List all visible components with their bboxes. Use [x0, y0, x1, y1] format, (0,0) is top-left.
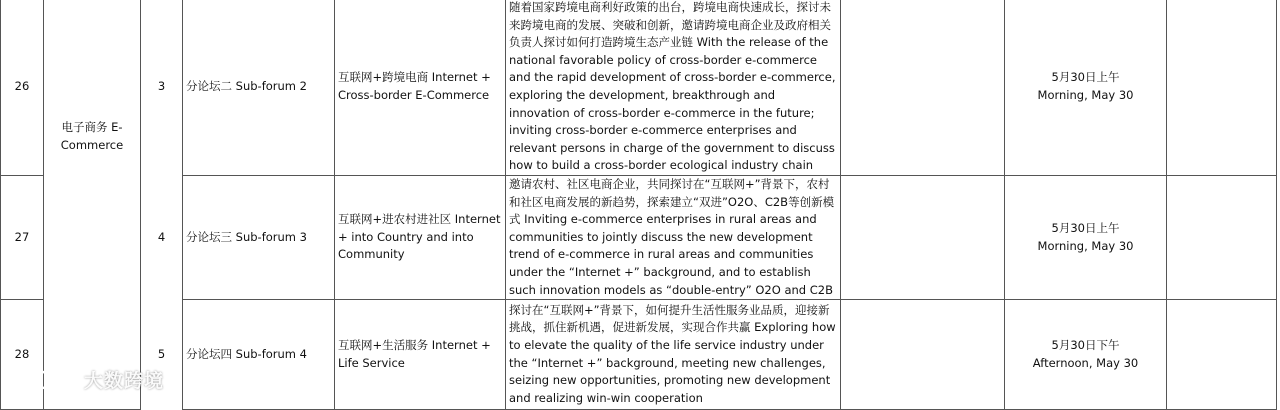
forum-time-cn: 5月30日上午: [1051, 220, 1120, 235]
forum-time: [1005, 175, 1167, 299]
forum-name: 分论坛二 Sub-forum 2: [183, 0, 335, 175]
category-label: 电子商务 E-Commerce: [60, 120, 124, 153]
forum-index: 4: [141, 175, 183, 299]
forum-theme: 互联网+进农村进社区 Internet + into Country and into Community: [335, 175, 506, 299]
row-number: 26: [1, 0, 44, 175]
watermark: [34, 366, 164, 393]
forum-name: 分论坛三 Sub-forum 3: [183, 175, 335, 299]
empty-cell: [841, 0, 1005, 175]
forum-time-en: Morning, May 30: [1037, 238, 1134, 253]
row-number: 28: [1, 300, 44, 410]
forum-time-cn: 5月30日下午: [1051, 338, 1120, 352]
table-row: [1, 300, 1277, 410]
table-row: [1, 0, 1277, 175]
forum-index: 5: [141, 300, 183, 410]
forum-time: [1005, 300, 1167, 410]
forum-time-en: Morning, May 30: [1037, 87, 1134, 102]
empty-cell: [841, 300, 1005, 410]
watermark-text: 大数跨境: [84, 370, 165, 392]
forum-theme: 互联网+生活服务 Internet + Life Service: [335, 300, 506, 410]
table-row: [1, 175, 1277, 299]
empty-cell: [841, 175, 1005, 299]
category-cell: [44, 0, 141, 410]
forum-description: 探讨在“互联网+”背景下，如何提升生活性服务业品质，迎接新挑战，抓住新机遇，促进新发展，实现合作共赢 Exploring how to elevate the quality of the life service industry under the “Internet +” background, meeting new challenges, seizing new opportunities, promoting new development and realizing win-win cooperation: [506, 300, 841, 410]
forum-time: [1005, 0, 1167, 175]
forum-time-cn: 5月30日上午: [1051, 70, 1120, 85]
forum-index: 3: [141, 0, 183, 175]
forum-theme: 互联网+跨境电商 Internet + Cross-border E-Commerce: [335, 0, 506, 175]
forum-time-en: Afternoon, May 30: [1032, 355, 1139, 370]
empty-cell: [1167, 0, 1277, 175]
forum-description: 邀请农村、社区电商企业，共同探讨在“互联网+”背景下，农村和社区电商发展的新趋势，探索建立“双进”O2O、C2B等创新模式 Inviting e-commerce enterprises in rural areas and communities to jointly discuss the new development trend of e-commerce in rural areas and communities under the “Internet +” background, and to establish such innovation models as “double-entry” O2O and C2B: [506, 175, 841, 299]
forum-name: 分论坛四 Sub-forum 4: [183, 300, 335, 410]
empty-cell: [1167, 300, 1277, 410]
watermark-logo-icon: [34, 367, 78, 393]
forum-description: 随着国家跨境电商利好政策的出台，跨境电商快速成长，探讨未来跨境电商的发展、突破和创新，邀请跨境电商企业及政府相关负责人探讨如何打造跨境生态产业链 With the release of the national favorable policy of cross-border e-commerce and the rapid development of cross-border e-commerce, exploring the development, breakthrough and innovation of cross-border e-commerce in the future; inviting cross-border e-commerce enterprises and relevant persons in charge of the government to discuss how to build a cross-border ecological industry chain: [506, 0, 841, 175]
empty-cell: [1167, 175, 1277, 299]
row-number: 27: [1, 175, 44, 299]
